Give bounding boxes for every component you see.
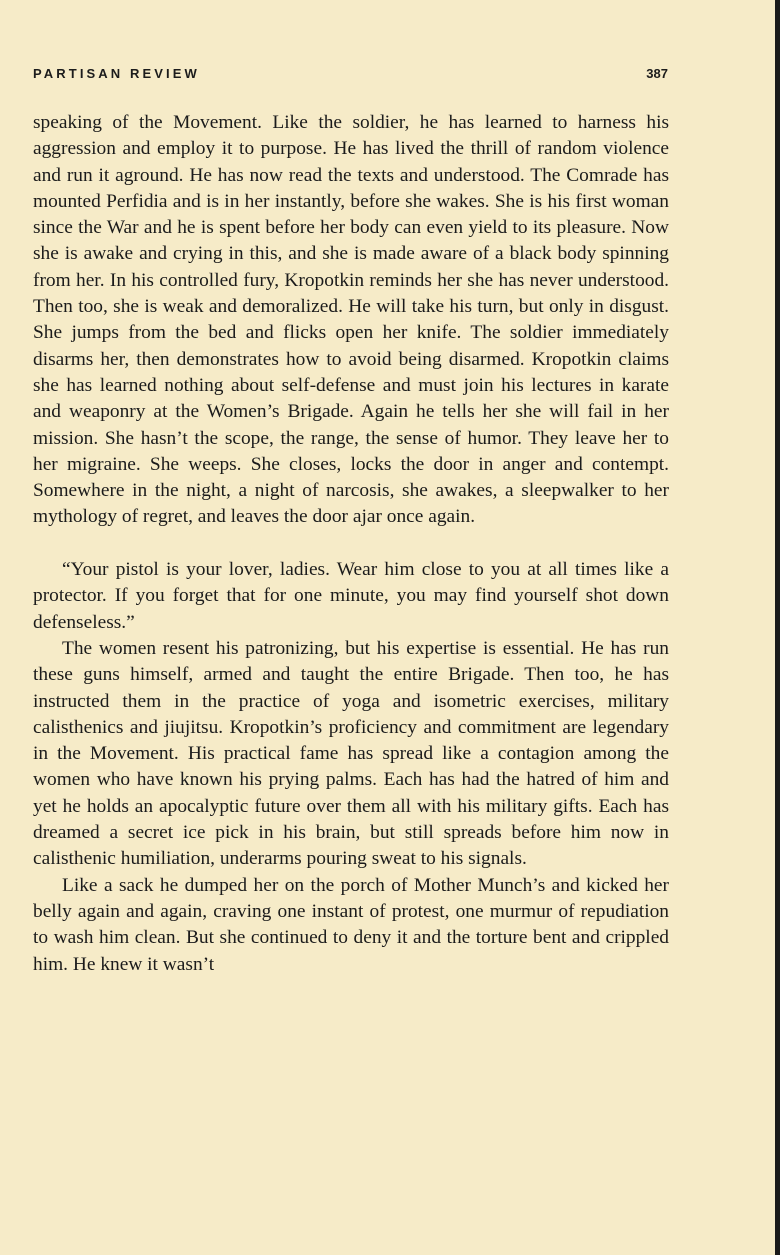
running-head <box>33 66 668 86</box>
paragraph: speaking of the Movement. Like the soldier, he has learned to harness his aggression and employ it to purpose. He has lived the thrill of random violence and run it aground. He has now read the texts and understood. The Comrade has mounted Perfidia and is in her instantly, before she wakes. She is his first woman since the War and he is spent before her body can even yield to its pleasure. Now she is awake and crying in this, and she is made aware of a black body spinning from her. In his controlled fury, Kropotkin reminds her she has never understood. Then too, she is weak and demoralized. He will take his turn, but only in disgust. She jumps from the bed and flicks open her knife. The soldier immediately disarms her, then demonstrates how to avoid being disarmed. Kropotkin claims she has learned nothing about self-defense and must join his lectures in karate and weaponry at the Women’s Brigade. Again he tells her she will fail in her mission. She hasn’t the scope, the range, the sense of humor. They leave her to her migraine. She weeps. She closes, locks the door in anger and contempt. Somewhere in the night, a night of narcosis, she awakes, a sleepwalker to her mythology of regret, and leaves the door ajar once again. <box>33 112 669 528</box>
paragraph: The women resent his patronizing, but his expertise is essential. He has run these guns himself, armed and taught the entire Brigade. Then too, he has instructed them in the practice of yoga and isometric exercises, military calisthenics and jiujitsu. Kropotkin’s proficiency and commitment are legendary in the Movement. His practical fame has spread like a contagion among the women who have known his prying palms. Each has had the hatred of him and yet he holds an apocalyptic future over them all with his military gifts. Each has dreamed a secret ice pick in his brain, but still spreads before him now in calisthenic humiliation, underarms pouring sweat to his signals. <box>33 637 669 870</box>
page-number: 387 <box>646 66 668 81</box>
body-text <box>33 110 669 978</box>
page-edge-shadow <box>775 0 780 1255</box>
paragraph: Like a sack he dumped her on the porch of Mother Munch’s and kicked her belly again and again, craving one instant of protest, one murmur of repudiation to wash him clean. But she continued to deny it and the torture bent and crippled him. He knew it wasn’t <box>33 874 669 975</box>
journal-title: PARTISAN REVIEW <box>33 66 200 81</box>
paragraph: “Your pistol is your lover, ladies. Wear him close to you at all times like a protector. If you forget that for one minute, you may find yourself shot down defenseless.” <box>33 559 669 633</box>
